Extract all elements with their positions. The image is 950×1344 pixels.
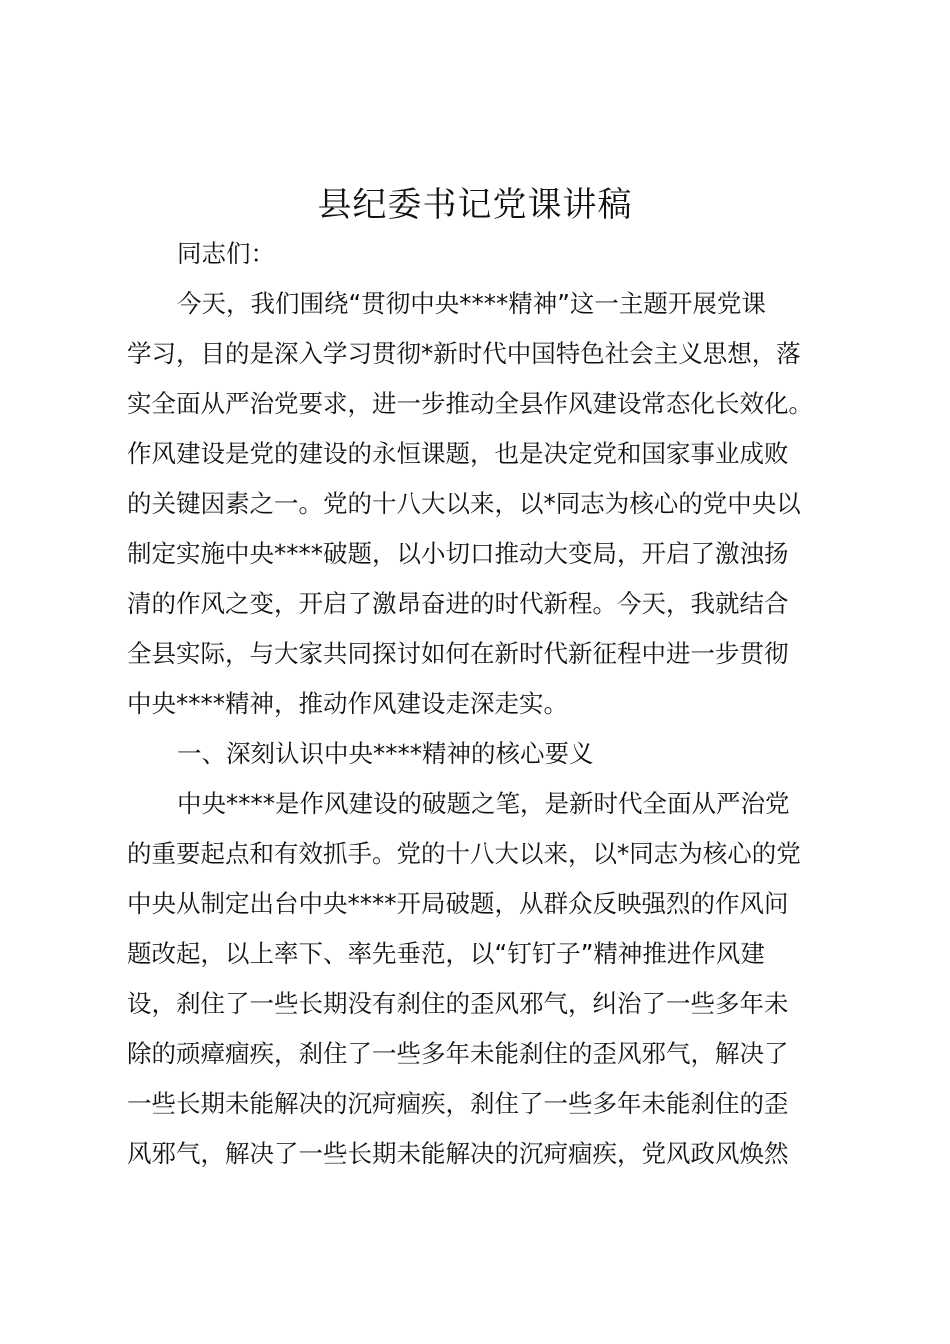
- paragraph-line: 制定实施中央****破题，以小切口推动大变局，开启了激浊扬: [127, 539, 789, 568]
- paragraph-line: 今天，我们围绕“贯彻中央****精神”这一主题开展党课: [177, 289, 766, 318]
- section-heading: 一、深刻认识中央****精神的核心要义: [177, 739, 594, 768]
- paragraph-line: 一些长期未能解决的沉疴痼疾，刹住了一些多年未能刹住的歪: [127, 1089, 789, 1118]
- paragraph-line: 中央****是作风建设的破题之笔，是新时代全面从严治党: [177, 789, 790, 818]
- paragraph-line: 中央****精神，推动作风建设走深走实。: [127, 689, 568, 718]
- paragraph-line: 题改起，以上率下、率先垂范，以“钉钉子”精神推进作风建: [127, 939, 765, 968]
- salutation: 同志们：: [177, 239, 275, 268]
- paragraph-line: 学习，目的是深入学习贯彻*新时代中国特色社会主义思想，落: [127, 339, 801, 368]
- paragraph-line: 实全面从严治党要求，进一步推动全县作风建设常态化长效化。: [127, 389, 813, 418]
- paragraph-line: 清的作风之变，开启了激昂奋进的时代新程。今天，我就结合: [127, 589, 789, 618]
- paragraph-line: 全县实际，与大家共同探讨如何在新时代新征程中进一步贯彻: [127, 639, 789, 668]
- paragraph-line: 作风建设是党的建设的永恒课题，也是决定党和国家事业成败: [127, 439, 789, 468]
- document-title: 县纪委书记党课讲稿: [317, 185, 633, 225]
- paragraph-line: 设，刹住了一些长期没有刹住的歪风邪气，纠治了一些多年未: [127, 989, 789, 1018]
- paragraph-line: 的关键因素之一。党的十八大以来，以*同志为核心的党中央以: [127, 489, 801, 518]
- paragraph-line: 除的顽瘴痼疾，刹住了一些多年未能刹住的歪风邪气，解决了: [127, 1039, 789, 1068]
- paragraph-line: 风邪气，解决了一些长期未能解决的沉疴痼疾，党风政风焕然: [127, 1139, 789, 1168]
- paragraph-line: 中央从制定出台中央****开局破题，从群众反映强烈的作风问: [127, 889, 789, 918]
- paragraph-line: 的重要起点和有效抓手。党的十八大以来，以*同志为核心的党: [127, 839, 801, 868]
